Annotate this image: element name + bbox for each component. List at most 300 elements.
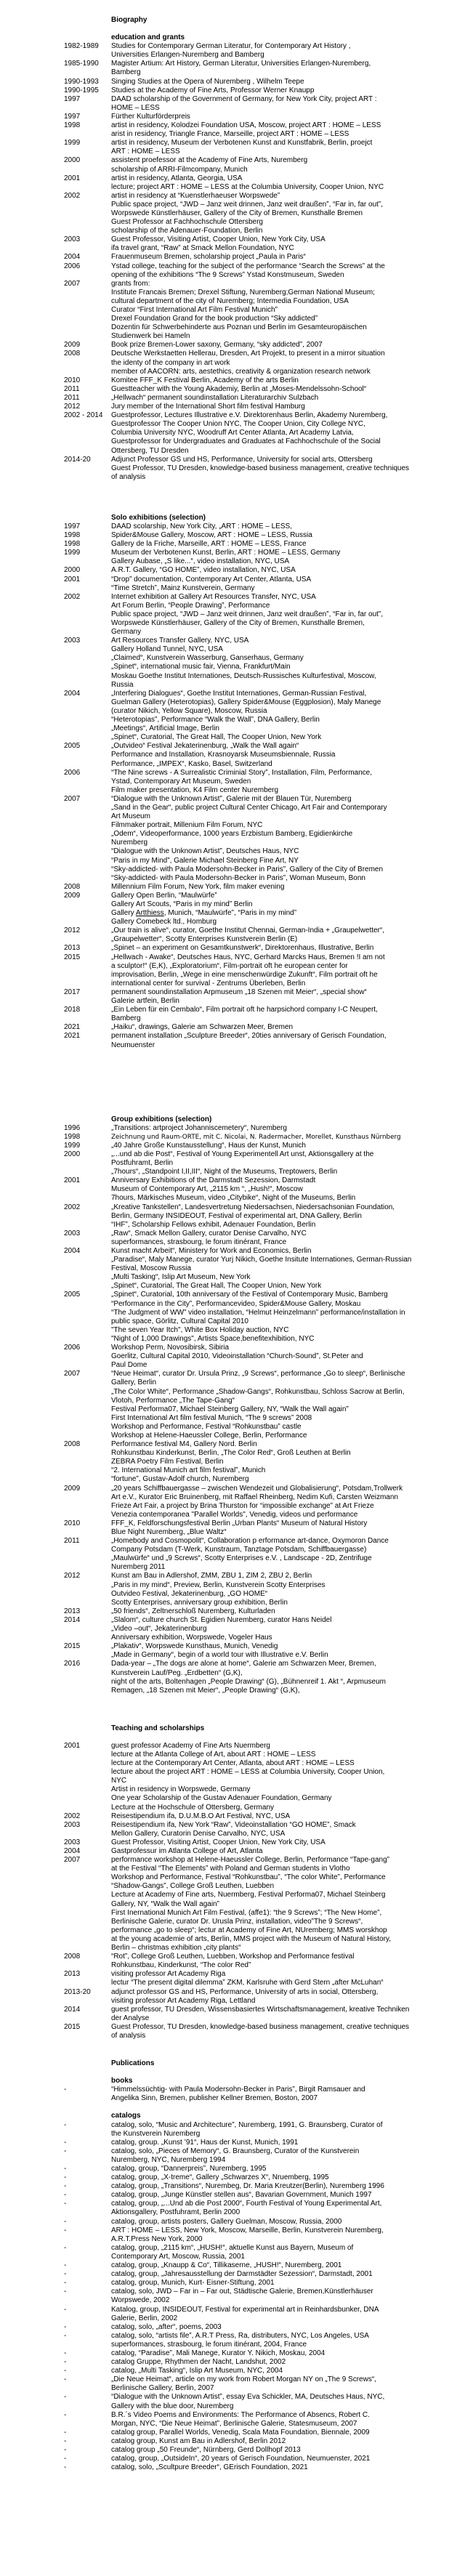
entry-line: Company Potsdam (T-Werk, Kunstraum, Tanztage Potsdam, Schiffbauergasse) — [111, 1546, 367, 1554]
entry-lines — [111, 253, 413, 262]
section-group — [64, 1115, 465, 1695]
entry-lines — [111, 1344, 413, 1370]
entry-line: Lecture at the Hochschule of Ottersberg, Germany — [111, 1803, 274, 1812]
entry-line: catalog, solo, „after“, poems, 2003 — [111, 2322, 222, 2331]
entry-lines — [111, 394, 413, 403]
entry-line: Remagen, „18 Szenen mit Meier“, „People Drawing“ (G,K), — [111, 1686, 300, 1695]
entry-year: 2002 — [64, 1812, 81, 1820]
entry-line: the identy of the company in art work — [111, 358, 230, 367]
entry-line: Universities Erlangen-Nuremberg and Bamberg — [111, 51, 264, 60]
entry-lines — [111, 411, 413, 455]
entry-line: “Dialogue with the Unknown Artist”, Galerie mit der Blauen Tür, Nuremberg — [111, 794, 352, 803]
entry-year: 2006 — [64, 262, 81, 270]
entry-line: Museum der Verbotenen Kunst, Berlin, ART : HOME – LESS, Germany — [111, 549, 341, 557]
entry-row — [64, 2306, 465, 2323]
entry-line: „Transitions: artproject Johanniscemetery“, Nuremberg — [111, 1123, 287, 1132]
entry-year: 2017 — [64, 988, 81, 996]
entry-row — [64, 1291, 465, 1344]
entry-row — [64, 341, 465, 350]
entry-line: Rohkunstbau, Kinderkunst, “The color Red” — [111, 1961, 251, 1970]
entry-lines — [111, 2023, 413, 2040]
entry-line: Gallery, NY, “Walk the Wall again” — [111, 1899, 219, 1908]
entry-line: international center for survival - Zentrums Überleben, Berlin — [111, 979, 306, 988]
entry-row — [64, 2218, 465, 2226]
entry-line: „Multi Tasking“, Islip Art Museum, New York — [111, 1273, 251, 1282]
entry-line: Dada-year – „The dogs are alone at home“, Galerie am Schwarzen Meer, Bremen, — [111, 1660, 376, 1668]
entry-line: “Neue Heimat“, curator Dr. Ursula Prinz, „9 Screws“, performance „Go to sleep“, Berlinische — [111, 1370, 405, 1378]
entry-line: catalog, group, „X-treme“, Gallery „Schwarzes X“, Nruemberg, 1995 — [111, 2173, 329, 2182]
entry-line: scholarship of the Adenauer-Foundation, Berlin — [111, 227, 263, 235]
entry-year: - — [64, 2375, 67, 2384]
entry-lines — [111, 2279, 413, 2288]
entry-line: Nuremberg 2011 — [111, 1563, 166, 1572]
entry-line: “Rot”, College Groß Leuthen, Luebben, Workshop and Performance festival — [111, 1953, 355, 1961]
entry-row — [64, 742, 465, 768]
section-heading: Group exhibitions (selection) — [111, 1115, 212, 1123]
entry-line: „40 Jahre Große Kunstausstellung“, Haus der Kunst, Munich — [111, 1141, 306, 1150]
entry-row — [64, 2165, 465, 2173]
entry-lines — [111, 1124, 413, 1133]
entry-lines — [111, 2463, 413, 2472]
entry-row — [64, 1176, 465, 1203]
entry-line: Berlin, Germany INSIDEOUT, Festival of experimental art, DNA Gallery, Berlin — [111, 1211, 362, 1220]
entry-lines — [111, 2367, 413, 2375]
entry-lines — [111, 2306, 413, 2323]
entry-lines — [111, 1203, 413, 1230]
entry-year: 2004 — [64, 1847, 81, 1855]
entry-year: 1997 — [64, 94, 81, 103]
entry-lines — [111, 2455, 413, 2463]
entry-line: lecture; project ART : HOME – LESS at the Columbia University, Cooper Union, NYC — [111, 182, 384, 191]
entry-line: Moskau Goethe Institut Internationes, Deutsch-Russisches Kulturfestival, Moscow, — [111, 671, 376, 680]
entry-row — [64, 2173, 465, 2182]
entry-lines — [111, 2086, 413, 2103]
entry-row — [64, 376, 465, 385]
entry-line: HOME – LESS — [111, 103, 160, 112]
entry-lines — [111, 1821, 413, 1838]
entry-line: Ottersberg, TU Dresden — [111, 446, 189, 455]
entry-line: night of the arts, Boltenhagen „People Drawing“ (G), „Bühnenreif 1. Akt “, Arpmuseum — [111, 1677, 386, 1686]
entry-row — [64, 2323, 465, 2332]
entry-line: „Haiku“, drawings, Galerie am Schwarzen Meer, Bremen — [111, 1023, 294, 1032]
entry-row — [64, 385, 465, 394]
subsection-heading: books — [111, 2077, 133, 2086]
entry-line: „Spinet“, international music fair, Vienna, Frankfurt/Main — [111, 663, 291, 671]
entry-lines — [111, 2121, 413, 2139]
entry-year: 2013 — [64, 1607, 81, 1615]
entry-year: 2011 — [64, 393, 80, 402]
entry-row — [64, 769, 465, 795]
entry-row — [64, 1572, 465, 1607]
entry-lines — [111, 1485, 413, 1519]
section-heading: Teaching and scholarships — [111, 1724, 205, 1732]
entry-lines — [111, 549, 413, 566]
entry-year: 2010 — [64, 376, 81, 384]
entry-year: 1999 — [64, 1141, 81, 1150]
entry-line: Fürther Kulturförderpreis — [111, 112, 190, 121]
entry-line: Guest Professor, Visiting Artist, Cooper Union, New York City, USA — [111, 235, 326, 244]
entry-line: Russia — [111, 680, 134, 689]
entry-row — [64, 690, 465, 743]
entry-line: catalog Gruppe, Rhythmen der Nacht, Landshut, 2002 — [111, 2358, 286, 2367]
entry-row — [64, 1485, 465, 1519]
entry-line: “Paris in my Mind”, Galerie Michael Steinberg Fine Art, NY — [111, 856, 299, 865]
entry-lines — [111, 2139, 413, 2147]
entry-line: Workshop Perm, Novosibirsk, Sibiria — [111, 1344, 230, 1352]
entry-lines — [111, 1032, 413, 1049]
entry-line: „Video –out“, Jekaterinenburg — [111, 1625, 207, 1634]
entry-line: „20 years Schiffbauergasse – zwischen Wendezeit und Globalisierung“, Potsdam,Trollwerk — [111, 1484, 403, 1493]
entry-line: Performance and Installation, Krasnoyarsk Museumsbiennale, Russia — [111, 751, 336, 759]
entry-lines — [111, 2270, 413, 2279]
entry-year: 1996 — [64, 1123, 81, 1132]
entry-line: ZEBRA Poetry Film Festival, Berlin — [111, 1458, 224, 1466]
entry-lines — [111, 1440, 413, 1484]
entry-row — [64, 1821, 465, 1838]
entry-lines — [111, 2332, 413, 2349]
entry-line: Institute Francais Bremen; Drexel Stiftung, Nuremberg;German National Museum; — [111, 288, 375, 296]
entry-row — [64, 253, 465, 262]
entry-line: catalog, solo, „Pieces of Memory“, G. Braunsberg, Curator of the Kunstverein — [111, 2147, 360, 2155]
entry-line: Art e.V., Kurator Eric Bruinenberg, mit Raffael Rheinberg, Nedim Kufi, Carsten Weizmann — [111, 1493, 398, 1501]
entry-line: visiting professor Art Academy Riga, Lettland — [111, 1996, 256, 2005]
entry-year: - — [64, 2322, 67, 2331]
entry-row — [64, 1970, 465, 1987]
entry-year: - — [64, 2173, 67, 2182]
entry-line: artist in residency, Kolodzei Foundation USA, Moscow, project ART : HOME – LESS — [111, 121, 381, 130]
entry-lines — [111, 1812, 413, 1821]
entry-line: catalog, group, „Transitions“, Nurembeg, Dr. Maria Kreutzer(Berlin), Nuremberg 1996 — [111, 2182, 384, 2191]
entry-row — [64, 540, 465, 549]
entry-lines — [111, 376, 413, 385]
entry-year: 2003 — [64, 235, 81, 244]
entry-lines — [111, 1176, 413, 1203]
entry-lines — [111, 2446, 413, 2455]
entry-row — [64, 95, 465, 113]
entry-lines — [111, 2375, 413, 2393]
entry-line: Germany — [111, 628, 142, 637]
entry-year: 2013-20 — [64, 1987, 91, 1996]
entry-year: - — [64, 2455, 67, 2463]
entry-lines — [111, 341, 413, 350]
entry-line: Zeichnung und Raum-ORTE, mit C. Nicolai, N. Radermacher, Morellet, Kunsthaus Nürnberg — [111, 1133, 401, 1141]
entry-row — [64, 2437, 465, 2446]
entry-line: at the young academie of arts, Berlin, MMS project with the Museum of Natural History, — [111, 1934, 391, 1943]
entry-year: 2012 — [64, 1572, 81, 1580]
entry-year: 2021 — [64, 1032, 81, 1041]
entry-year: 2012 — [64, 403, 81, 411]
entry-line: Worpswede Künstlerhäuser, Gallery of the City of Bremen, Kunsthalle Bremen, — [111, 619, 365, 627]
entry-line: Ystad, Contemporary Art Museum, Sweden — [111, 777, 251, 786]
entry-line: permanent installation „Sculpture Breeder“, 20ties anniversary of Gerisch Foundation, — [111, 1032, 387, 1041]
entry-line — [111, 909, 413, 918]
entry-row — [64, 566, 465, 575]
entry-line: catalog, group, “Dannerpreis”, Nuremberg, 1995 — [111, 2165, 267, 2173]
entry-year: 2003 — [64, 637, 81, 645]
entry-line: guest professor Academy of Fine Arts Nuermberg — [111, 1741, 270, 1750]
entry-line: “Shadow-Gangs”, College Groß Leuthen, Luebben — [111, 1882, 275, 1891]
entry-row — [64, 2147, 465, 2165]
entry-line: catalog, group, „Junge Künstler stellen aus“, Bavarian Government, Munich 1997 — [111, 2191, 372, 2200]
entry-lines — [111, 2288, 413, 2305]
section-solo — [64, 514, 465, 1050]
entry-line: Singing Studies at the Opera of Nuremberg , Wilhelm Teepe — [111, 77, 304, 86]
entry-lines — [111, 576, 413, 593]
entry-line: Gallery de la Friche, Marseille, ART : HOME – LESS, France — [111, 540, 307, 549]
entry-line: lecture about the project ART : HOME – LESS at Columbia University, Cooper Union, — [111, 1768, 385, 1777]
entry-year: 2012 — [64, 926, 81, 935]
entry-line: „50 friends“, Zeltnerschloß Nuremberg, Kulturladen — [111, 1607, 275, 1615]
entry-lines — [111, 1607, 413, 1616]
entry-line: Magister Artium: Art History, German Literatur, Universities Erlangen-Nuremberg, — [111, 60, 371, 68]
entry-year: 2008 — [64, 350, 81, 358]
entry-lines — [111, 1742, 413, 1812]
entry-lines — [111, 2200, 413, 2217]
entry-row — [64, 2023, 465, 2040]
entry-lines — [111, 1150, 413, 1176]
entry-year: 2003 — [64, 1229, 81, 1237]
entry-lines — [111, 1572, 413, 1607]
entry-line: Gallery with the blue door, Nuremberg — [111, 2402, 234, 2410]
entry-line: Postfuhramt, Berlin — [111, 1159, 174, 1168]
entry-line: Vlotoh, Performance „The Tape-Gang“ — [111, 1396, 235, 1405]
entry-row — [64, 944, 465, 953]
entry-line: DAAD scholarship of the Government of Germany, for New York City, project ART : — [111, 94, 377, 103]
entry-line: guest professor, TU Dresden, Wissensbasiertes Wirtschaftsmanagement, kreative Techniken — [111, 2005, 410, 2014]
entry-row — [64, 2139, 465, 2147]
entry-line: „Sand in the Gear“, public project Cultural Center Chicago, Art Fair and Contemporary — [111, 803, 387, 812]
entry-line: “Dialogue with the Unknown Artist”, essay Eva Schickler, MA, Deutsches Haus, NYC, — [111, 2393, 385, 2402]
entry-year: 2001 — [64, 174, 81, 182]
entry-line: catalog group, Parallel Worlds, Venedig, Scala Mata Foundation, Biennale, 2009 — [111, 2428, 370, 2436]
entry-line: catalog, solo, “artists file”, A.R.T Press, Ra, distributers, NYC, Los Angeles, USA — [111, 2331, 369, 2340]
entry-line: “Himmelssüchtig- with Paula Modersohn-Becker in Paris”, Birgit Ramsauer and — [111, 2086, 365, 2094]
entry-line: Frieze Art Fair, a project by Brina Thurston for “impossible exchange” at Art Frieze — [111, 1501, 374, 1510]
entry-lines — [111, 1847, 413, 1856]
entry-row — [64, 1124, 465, 1133]
entry-lines — [111, 121, 413, 139]
entry-line: Book prize Bremen-Lower saxony, Germany, “sky addicted”, 2007 — [111, 341, 323, 350]
entry-line: „Slalom“, culture church St. Egidien Nuremberg, curator Hans Neidel — [111, 1615, 332, 1624]
entry-line: DAAD scolarship, New York City, „ART : HOME – LESS, — [111, 522, 292, 530]
entry-lines — [111, 385, 413, 394]
entry-line: Deutsche Werkstaetten Hellerau, Dresden, Art Projekt, to present in a mirror situation — [111, 350, 385, 358]
entry-line: catalog, solo, JWD – Far in – Far out, Städtische Galerie, Bremen,Künstlerhäuser — [111, 2288, 373, 2296]
entry-year: 2007 — [64, 1856, 81, 1865]
entry-row — [64, 2428, 465, 2437]
entry-year: 2002 — [64, 592, 81, 601]
entry-line: Gallery Holland Tunnel, NYC, USA — [111, 645, 223, 654]
entry-row — [64, 926, 465, 944]
entry-line: at the Festival “The Elements” with Poland and German students in Vlotho — [111, 1865, 350, 1873]
entry-year: 2007 — [64, 794, 81, 803]
entry-row — [64, 1133, 465, 1142]
entry-year: 2005 — [64, 742, 81, 751]
entry-line: „Hellwach - Awake“, Deutsches Haus, NYC, Gerhard Marcks Haus, Bremen !I am not — [111, 953, 385, 961]
entry-row — [64, 1988, 465, 2006]
entry-row — [64, 1247, 465, 1291]
entry-line: Guelman Gallery (Heterotopias), Gallery Spider&Mouse (Eggplosion), Maly Manege — [111, 698, 381, 706]
entry-line: opening of the exhibitions “The 9 Screws” Ystad Konstmuseum, Sweden — [111, 270, 344, 279]
entry-line: „Hellwach“ permanent soundinstallation Literaturarchiv Sulzbach — [111, 393, 319, 402]
entry-line: „7hours“, „Standpoint I,II,III“, Night of the Museums, Treptowers, Berlin — [111, 1168, 338, 1176]
entry-line: of analysis — [111, 2031, 146, 2040]
entry-line: „Meetings“, Artificial Image, Berlin — [111, 724, 219, 733]
entry-row — [64, 1537, 465, 1572]
entry-year: - — [64, 2138, 67, 2147]
entry-line: Filmmaker portrait, Millenium Film Forum, NYC — [111, 821, 263, 830]
entry-lines — [111, 1230, 413, 1247]
entry-line: Guest Professor at Fachhochschule Ottersberg — [111, 218, 263, 227]
entry-lines — [111, 403, 413, 411]
entry-year: 2014-20 — [64, 455, 91, 464]
entry-row — [64, 953, 465, 988]
entry-line: „Kreative Tankstellen“, Landesvertretung Niedersachsen, Niedersachsonian Foundation, — [111, 1203, 395, 1211]
entry-line: Lecture at Academy of Fine arts, Nuermberg, Festival Performa07, Michael Steinberg — [111, 1891, 386, 1899]
entry-row — [64, 892, 465, 926]
entry-lines — [111, 926, 413, 944]
entry-row — [64, 795, 465, 883]
entry-line: ART : HOME – LESS, New York, Moscow, Marseille, Berlin, Kunstverein Nuremberg, — [111, 2226, 384, 2234]
entry-year: 2005 — [64, 1291, 81, 1299]
entry-line: „Interfering Dialogues“, Goethe Institut Internationes, German-Russian Festival, — [111, 689, 367, 698]
entry-line: grants from: — [111, 279, 150, 288]
entry-line: “2. International Munich art film festival”, Munich — [111, 1466, 266, 1475]
entry-row — [64, 549, 465, 566]
entry-row — [64, 1370, 465, 1440]
entry-line: a sculptor!“ (E,K), „Exploratorium“, Film-portrait oft he european center for — [111, 961, 348, 970]
entry-lines — [111, 42, 413, 60]
entry-row — [64, 2455, 465, 2463]
entry-row — [64, 350, 465, 376]
entry-line: Art Forum Berlin, “People Drawing”, Performance — [111, 601, 270, 610]
entry-row — [64, 2006, 465, 2023]
entry-year: 2006 — [64, 768, 81, 777]
entry-lines — [111, 795, 413, 883]
entry-lines — [111, 953, 413, 988]
entry-line: Guest Professor, Visiting Artist, Cooper Union, New York City, USA — [111, 1838, 326, 1846]
entry-year: - — [64, 2446, 67, 2454]
entry-line: „Ein Leben für ein Cembalo“, Film portrait oft he harpsichord company I-C Neupert, — [111, 1006, 378, 1014]
entry-row — [64, 1660, 465, 1695]
entry-year: - — [64, 2261, 67, 2270]
entry-row — [64, 280, 465, 342]
entry-year: 2014 — [64, 2005, 81, 2014]
entry-line: Blue Night Nuremberg, „Blue Waltz“ — [111, 1528, 227, 1536]
section-heading: Publications — [111, 2059, 155, 2068]
entry-row — [64, 2367, 465, 2375]
entry-line: catalog, group, artists posters, Gallery Guelman, Moscow, Russia, 2000 — [111, 2217, 342, 2226]
entry-year: 2006 — [64, 1344, 81, 1352]
entry-line: „The Color White“, Performance „Shadow-Gangs“, Rohkunstbau, Schloss Sacrow at Berlin, — [111, 1387, 405, 1396]
entry-line: assistent proefessor at the Academy of Fine Arts, Nuremberg — [111, 156, 308, 165]
entry-year: - — [64, 2331, 67, 2340]
entry-lines — [111, 2349, 413, 2358]
entry-lines — [111, 1642, 413, 1660]
entry-row — [64, 113, 465, 121]
entry-lines — [111, 2173, 413, 2182]
entry-line: „Our train is alive“, curator, Goethe Institut Chennai, German-India + „Graupelwetter“, — [111, 926, 384, 935]
entry-line: Gastprofessur im Atlanta College of Art, Atlanta — [111, 1847, 263, 1855]
entry-line: Kunstverein Lauf/Peg. „Erdbetten“ (G,K), — [111, 1668, 243, 1677]
entry-line: Frauenmuseum Bremen, scholarship project „Paula in Paris“ — [111, 253, 306, 262]
entry-line: catalog group, Kunst am Bau in Adlershof, Berlin 2012 — [111, 2436, 286, 2445]
entry-line: “IHF”, Scholarship Fellows exhibit, Adenauer Foundation, Berlin — [111, 1220, 316, 1229]
entry-lines — [111, 2165, 413, 2173]
entry-line: Kunst am Bau in Adlershof, ZMM, ZBU 1, ZIM 2, ZBU 2, Berlin — [111, 1572, 312, 1580]
entry-line: Gallery, Berlin — [111, 1378, 157, 1387]
entry-line: visiting professor Art Academy Riga — [111, 1970, 226, 1979]
entry-line: “The Judgment of WW” video installation, “Helmut Heinzelmann” performance/installation in — [111, 1308, 405, 1317]
entry-year: 1990-1993 — [64, 77, 99, 86]
entry-year: - — [64, 2226, 67, 2234]
entry-lines — [111, 690, 413, 743]
entry-lines — [111, 2428, 413, 2437]
entry-lines — [111, 2437, 413, 2446]
entry-line: “Drop” documentation, Contemporary Art Center, Atlanta, USA — [111, 575, 312, 584]
entry-line: „Made in Germany“, begin of a world tour with Illustrative e.V. Berlin — [111, 1651, 328, 1660]
entry-year: 2011 — [64, 1537, 80, 1546]
entry-line: Guestprofessor for Undergraduates and Graduates at Fachhochschule of the Social — [111, 437, 381, 446]
entry-line: „Raw“, Smack Mellon Gallery, curator Denise Carvalho, NYC — [111, 1229, 307, 1237]
entry-line: "Night of 1,000 Drawings", Artists Space,benefitexhibition, NYC — [111, 1334, 315, 1343]
entry-line: Adjunct Professor GS und HS, Performance, University for social arts, Ottersberg — [111, 455, 373, 464]
entry-line: Film maker presentation, K4 Film center Nuremberg — [111, 786, 279, 794]
entry-line: Guestteacher with the Young Akademiy, Berlin at „Moses-Mendelssohn-School“ — [111, 384, 367, 393]
entry-row — [64, 139, 465, 156]
entry-lines — [111, 1660, 413, 1695]
entry-lines — [111, 2358, 413, 2367]
entry-line: „Homebody and Cosmopolit“, Collaboration p erformance art-dance, Oxymoron Dance — [111, 1537, 389, 1546]
entry-year: - — [64, 2305, 67, 2314]
entry-line: First International Art film festival Munich, “The 9 screws” 2008 — [111, 1413, 312, 1422]
entry-line: “Dialogue with the Unknown Artist”, Deutsches Haus, NYC — [111, 847, 299, 856]
entry-lines — [111, 2182, 413, 2191]
entry-lines — [111, 235, 413, 253]
entry-row — [64, 1230, 465, 1247]
entry-line: performance workshop at Helene-Haeussler College, Berlin, Performance “Tape-gang” — [111, 1856, 389, 1865]
entry-year: 2003 — [64, 1838, 81, 1846]
entry-year: 2001 — [64, 575, 81, 584]
entry-line: Gallery Comebeck ltd., Homburg — [111, 918, 217, 926]
entry-lines — [111, 2323, 413, 2332]
entry-line: Galerie artfein, Berlin — [111, 997, 179, 1006]
entry-lines — [111, 566, 413, 575]
entry-row — [64, 2200, 465, 2217]
entry-line: Artist in residency in Worpswede, Germany — [111, 1785, 251, 1794]
entry-line: Ystad college, teaching for the subject of the performance “Search the Screws” at the — [111, 262, 385, 270]
entry-row — [64, 1440, 465, 1484]
entry-year: 2003 — [64, 1820, 81, 1829]
entry-year: - — [64, 2436, 67, 2445]
entry-line: Internet exhibition at Gallery Art Resources Transfer, NYC, USA — [111, 592, 316, 601]
entry-line: Venezia contemporanea "Parallel Worlds", Venedig, videos und performance — [111, 1510, 358, 1519]
entry-line: Komitee FFF_K Festival Berlin, Academy of the arts Berlin — [111, 376, 299, 384]
entry-lines — [111, 2226, 413, 2244]
entry-row — [64, 394, 465, 403]
entry-year: - — [64, 2165, 67, 2173]
entry-line: catalog, group, Munich, Kurt- Eisner-Stiftung, 2001 — [111, 2279, 275, 2288]
entry-line: „Spinet“, Curatorial, The Great Hall, The Cooper Union, New York — [111, 1282, 322, 1291]
entry-lines — [111, 1988, 413, 2006]
entry-row — [64, 1953, 465, 1970]
entry-year: - — [64, 2217, 67, 2226]
entry-year: 2015 — [64, 2022, 81, 2031]
entry-row — [64, 1856, 465, 1953]
entry-year: 2016 — [64, 1660, 81, 1668]
entry-lines — [111, 1616, 413, 1642]
entry-row — [64, 78, 465, 86]
